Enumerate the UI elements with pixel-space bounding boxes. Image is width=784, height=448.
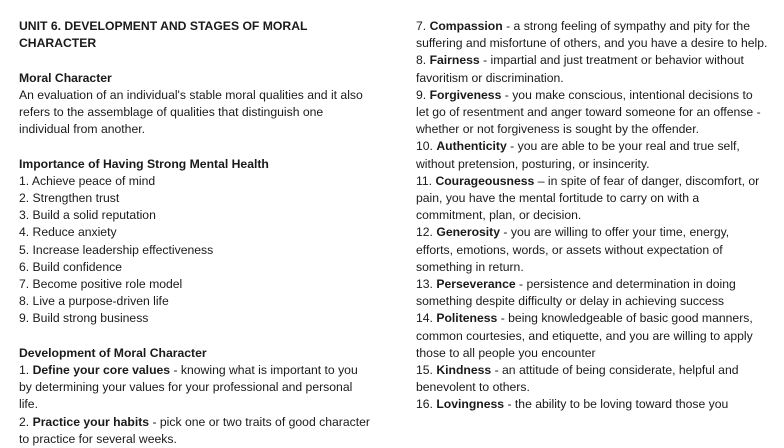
importance-item: 8. Live a purpose-driven life bbox=[19, 294, 169, 309]
item-description: - you are willing to offer your time, energy, efforts, emotions, words, or assets without expectation of something in return. bbox=[416, 225, 730, 274]
importance-heading: Importance of Having Strong Mental Health bbox=[19, 156, 269, 171]
item-description: – in spite of fear of danger, discomfort, or pain, you have the mental fortitude to carry on with a commitment, plan, or decision. bbox=[416, 173, 760, 223]
item-term: Lovingness bbox=[436, 397, 505, 412]
right-column bbox=[416, 0, 768, 414]
importance-item: 5. Increase leadership effectiveness bbox=[19, 242, 214, 257]
trait-item bbox=[416, 87, 768, 139]
item-number: 13. bbox=[416, 277, 437, 292]
trait-item bbox=[416, 173, 768, 225]
item-description: - an attitude of being considerate, helpful and benevolent to others. bbox=[416, 363, 739, 395]
item-term: Forgiveness bbox=[429, 87, 502, 102]
item-number: 15. bbox=[416, 363, 437, 378]
trait-item bbox=[416, 224, 768, 276]
item-number: 12. bbox=[416, 225, 437, 240]
item-number: 1. bbox=[19, 363, 33, 378]
unit-title: UNIT 6. DEVELOPMENT AND STAGES OF MORAL CHARACTER bbox=[19, 19, 308, 51]
development-heading: Development of Moral Character bbox=[19, 345, 207, 360]
item-number: 7. bbox=[416, 19, 430, 33]
item-term: Define your core values bbox=[32, 363, 171, 378]
trait-item bbox=[416, 18, 768, 52]
item-term: Practice your habits bbox=[32, 414, 150, 429]
moral-character-heading: Moral Character bbox=[19, 70, 112, 85]
item-description: - persistence and determination in doing something despite difficulty or delay in achieving success bbox=[416, 277, 736, 309]
item-term: Authenticity bbox=[436, 139, 507, 154]
spacer bbox=[19, 328, 371, 345]
importance-item: 6. Build confidence bbox=[19, 259, 122, 274]
development-item bbox=[19, 362, 371, 414]
item-term: Courageousness bbox=[435, 173, 535, 188]
item-term: Compassion bbox=[429, 19, 503, 33]
item-number: 11. bbox=[416, 173, 436, 188]
item-number: 14. bbox=[416, 311, 437, 326]
importance-item: 4. Reduce anxiety bbox=[19, 225, 117, 240]
item-description: - knowing what is important to you by determining your values for your professional and personal life. bbox=[19, 363, 358, 412]
item-number: 2. bbox=[19, 414, 33, 429]
item-description: - you make conscious, intentional decisions to let go of resentment and anger toward someone for an offense - whether or not forgiveness is sought by the offender. bbox=[416, 87, 761, 137]
item-term: Kindness bbox=[436, 363, 492, 378]
item-description: - pick one or two traits of good character to practice for several weeks. bbox=[19, 414, 370, 446]
item-description: - being knowledgeable of basic good manners, common courtesies, and etiquette, and you are willing to apply those to all people you encounter bbox=[416, 311, 753, 360]
item-description: - the ability to be loving toward those you bbox=[504, 397, 729, 412]
item-term: Generosity bbox=[436, 225, 501, 240]
importance-item: 3. Build a solid reputation bbox=[19, 208, 156, 223]
trait-item bbox=[416, 362, 768, 396]
importance-item: 9. Build strong business bbox=[19, 311, 149, 326]
trait-item bbox=[416, 138, 768, 172]
trait-item bbox=[416, 396, 768, 413]
development-item bbox=[19, 414, 371, 448]
importance-item: 1. Achieve peace of mind bbox=[19, 173, 156, 188]
item-term: Fairness bbox=[429, 53, 480, 68]
item-number: 8. bbox=[416, 53, 430, 68]
trait-item bbox=[416, 52, 768, 86]
item-description: - impartial and just treatment or behavior without favoritism or discrimination. bbox=[416, 53, 744, 85]
item-number: 9. bbox=[416, 87, 430, 102]
item-number: 10. bbox=[416, 139, 437, 154]
spacer bbox=[19, 138, 371, 155]
item-description: - you are able to be your real and true self, without pretension, posturing, or insincerity. bbox=[416, 139, 740, 171]
importance-item: 2. Strengthen trust bbox=[19, 191, 120, 205]
moral-character-definition: An evaluation of an individual's stable moral qualities and it also refers to the assemblage of qualities that distinguish one individual from another. bbox=[19, 87, 363, 137]
trait-item bbox=[416, 310, 768, 362]
trait-item bbox=[416, 276, 768, 310]
item-term: Perseverance bbox=[436, 277, 516, 292]
item-term: Politeness bbox=[436, 311, 498, 326]
left-column bbox=[19, 0, 371, 448]
spacer bbox=[19, 52, 371, 69]
importance-item: 7. Become positive role model bbox=[19, 277, 183, 292]
item-description: - a strong feeling of sympathy and pity for the suffering and misfortune of others, and you have a desire to help. bbox=[416, 19, 768, 51]
item-number: 16. bbox=[416, 397, 437, 412]
